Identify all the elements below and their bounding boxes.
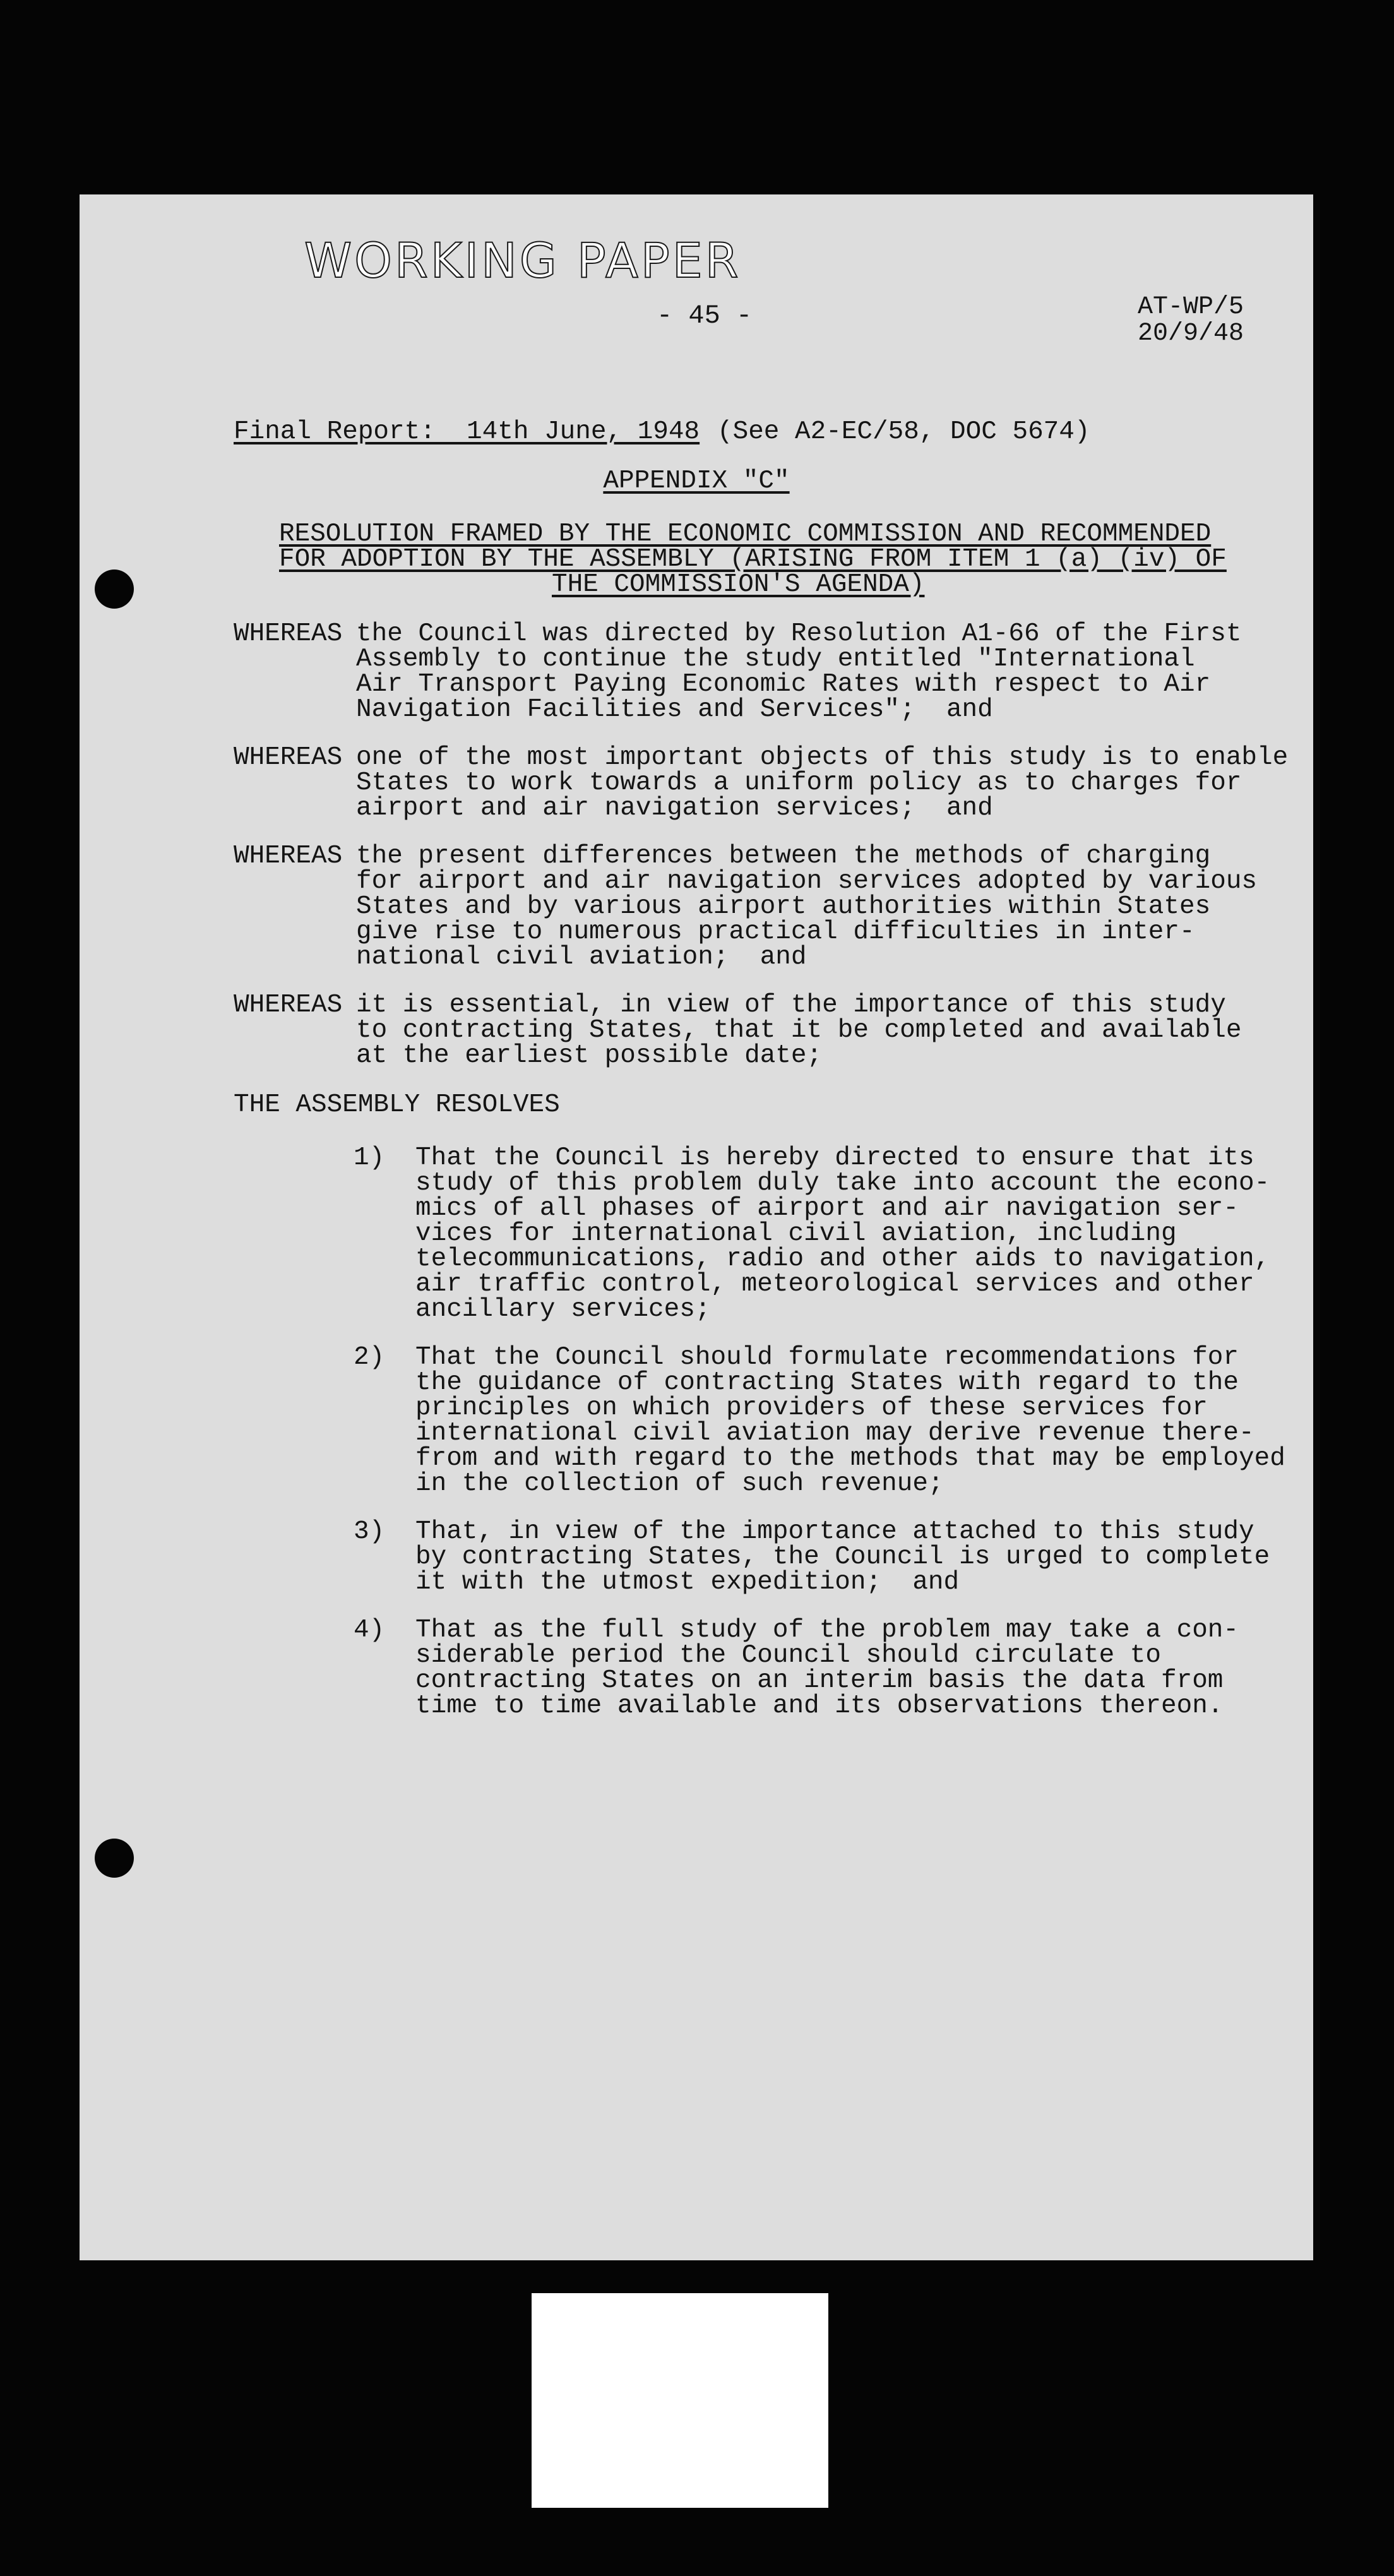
resolution-line: it with the utmost expedition; and xyxy=(415,1568,960,1597)
clause-line: one of the most important objects of this study is to enable xyxy=(356,743,1289,772)
appendix-heading: APPENDIX "C" xyxy=(603,467,790,496)
resolution-line: time to time available and its observations thereon. xyxy=(415,1691,1224,1720)
resolution-line: ancillary services; xyxy=(415,1295,711,1324)
resolution-line: That, in view of the importance attached to this study xyxy=(415,1517,1254,1546)
punch-hole-bottom xyxy=(95,1839,134,1878)
resolution-line: telecommunications, radio and other aids to navigation, xyxy=(415,1244,1270,1273)
title-line: THE COMMISSION'S AGENDA) xyxy=(552,570,925,599)
clause-line: airport and air navigation services; and xyxy=(356,794,993,823)
reference-date: 20/9/48 xyxy=(1138,319,1244,348)
resolution-line: That as the full study of the problem may take a con- xyxy=(415,1616,1239,1645)
resolution-line: the guidance of contracting States with regard to the xyxy=(415,1368,1239,1397)
resolves-heading: THE ASSEMBLY RESOLVES xyxy=(234,1090,560,1119)
resolution-line: That the Council should formulate recommendations for xyxy=(415,1343,1239,1372)
resolution-line: contracting States on an interim basis the data from xyxy=(415,1666,1224,1695)
whereas-label: WHEREAS xyxy=(234,743,343,772)
clause-line: national civil aviation; and xyxy=(356,943,807,972)
resolution-line: study of this problem duly take into account the econo- xyxy=(415,1169,1270,1198)
clause-line: the Council was directed by Resolution A1-66 of the First xyxy=(356,619,1242,648)
document-page xyxy=(80,194,1313,2260)
clause-line: States to work towards a uniform policy as to charges for xyxy=(356,768,1242,797)
final-report-label: Final Report: 14th June, 1948 xyxy=(234,417,700,446)
blank-label-card xyxy=(532,2293,828,2508)
clause-line: Navigation Facilities and Services"; and xyxy=(356,695,993,724)
whereas-label: WHEREAS xyxy=(234,619,343,648)
clause-line: at the earliest possible date; xyxy=(356,1041,823,1070)
resolution-line: by contracting States, the Council is urged to complete xyxy=(415,1542,1270,1571)
resolution-number: 3) xyxy=(354,1517,385,1546)
title-line: FOR ADOPTION BY THE ASSEMBLY (ARISING FROM ITEM 1 (a) (iv) OF xyxy=(279,545,1227,574)
clause-line: for airport and air navigation services adopted by various xyxy=(356,867,1258,896)
punch-hole-top xyxy=(95,569,134,609)
resolution-number: 2) xyxy=(354,1343,385,1372)
clause-line: Assembly to continue the study entitled "International xyxy=(356,645,1195,674)
clause-line: Air Transport Paying Economic Rates with respect to Air xyxy=(356,670,1211,699)
title-line: RESOLUTION FRAMED BY THE ECONOMIC COMMISSION AND RECOMMENDED xyxy=(279,520,1212,549)
resolution-line: principles on which providers of these services for xyxy=(415,1393,1208,1422)
resolution-line: mics of all phases of airport and air navigation ser- xyxy=(415,1194,1239,1223)
resolution-line: from and with regard to the methods that may be employed xyxy=(415,1444,1285,1473)
resolution-line: international civil aviation may derive revenue there- xyxy=(415,1419,1254,1448)
header-title: WORKING PAPER xyxy=(304,232,741,289)
clause-line: the present differences between the methods of charging xyxy=(356,842,1211,871)
resolution-line: air traffic control, meteorological services and other xyxy=(415,1270,1254,1299)
page-number: - 45 - xyxy=(657,301,753,331)
resolution-number: 4) xyxy=(354,1616,385,1645)
clause-line: States and by various airport authorities within States xyxy=(356,892,1211,921)
clause-line: give rise to numerous practical difficulties in inter- xyxy=(356,917,1195,946)
resolution-line: in the collection of such revenue; xyxy=(415,1469,944,1498)
resolution-line: vices for international civil aviation, including xyxy=(415,1219,1177,1248)
reference-code: AT-WP/5 xyxy=(1138,293,1244,321)
clause-line: it is essential, in view of the importance of this study xyxy=(356,991,1226,1020)
whereas-label: WHEREAS xyxy=(234,842,343,871)
reference-block xyxy=(1138,294,1244,347)
resolution-line: siderable period the Council should circulate to xyxy=(415,1641,1161,1670)
resolution-number: 1) xyxy=(354,1143,385,1172)
whereas-label: WHEREAS xyxy=(234,991,343,1020)
clause-line: to contracting States, that it be completed and available xyxy=(356,1016,1242,1045)
final-report-reference: (See A2-EC/58, DOC 5674) xyxy=(717,417,1090,446)
resolution-line: That the Council is hereby directed to ensure that its xyxy=(415,1143,1254,1172)
